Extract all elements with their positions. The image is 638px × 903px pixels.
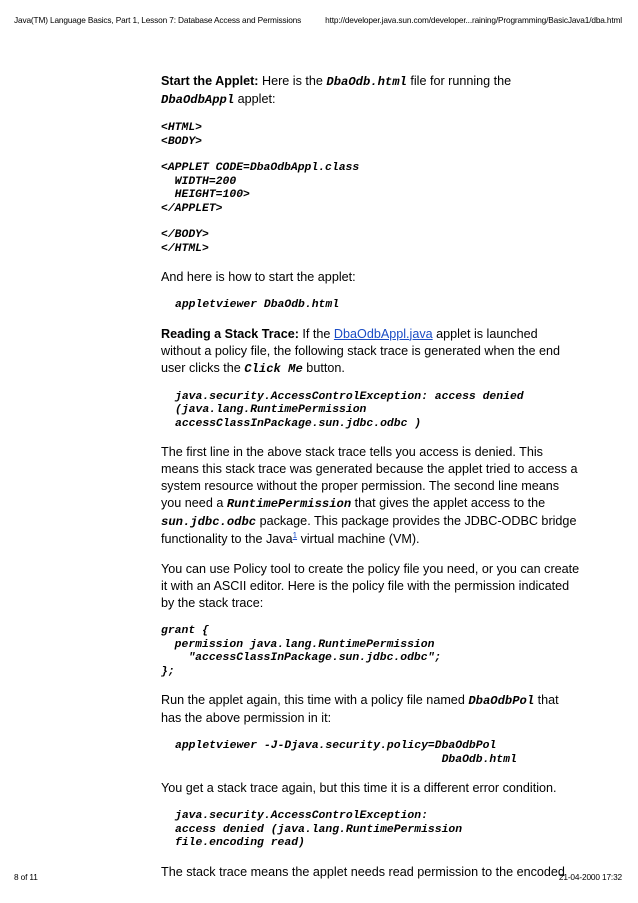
source-file-link[interactable]: DbaOdbAppl.java — [333, 326, 433, 341]
text: applet is launched without a policy file, the following stack trace is generated when the end user clicks the — [161, 326, 561, 375]
paragraph-run-again — [161, 692, 581, 727]
page-number: 8 of 11 — [14, 872, 38, 882]
code-block-html-close: </BODY> </HTML> — [161, 229, 209, 255]
code-block-policy-file: grant { permission java.lang.RuntimePermission "accessClassInPackage.sun.jdbc.odbc"; }; — [161, 625, 442, 678]
text: virtual machine (VM). — [297, 532, 420, 546]
section-heading-start-applet: Start the Applet: — [161, 74, 259, 88]
code-block-html-open: <HTML> <BODY> — [161, 122, 203, 148]
text: that gives the applet access to the — [351, 496, 546, 510]
text: package. This package provides the JDBC-ODBC bridge functionality to the Java — [161, 514, 577, 546]
text: file for running the — [406, 74, 512, 88]
text: Here is the — [258, 74, 327, 88]
paragraph-different-error: You get a stack trace again, but this time it is a different error condition. — [161, 781, 557, 795]
header-title: Java(TM) Language Basics, Part 1, Lesson 7: Database Access and Permissions — [14, 15, 302, 25]
print-datetime: 21-04-2000 17:32 — [558, 872, 622, 882]
code-block-applet-tag: <APPLET CODE=DbaOdbAppl.class WIDTH=200 HEIGHT=100> </APPLET> — [161, 162, 360, 215]
inline-code-applet: DbaOdbAppl — [161, 93, 235, 107]
code-block-exception-1: java.security.AccessControlException: access denied (java.lang.RuntimePermission accessClassInPackage.sun.jdbc.odbc ) — [175, 390, 524, 430]
inline-code-policy-name: DbaOdbPol — [468, 694, 535, 708]
paragraph-stack-trace — [161, 326, 581, 378]
text: that has the above permission in it: — [161, 693, 559, 725]
header-url: http://developer.java.sun.com/developer...raining/Programming/BasicJava1/dba.html — [325, 15, 622, 25]
text: If the — [298, 326, 334, 341]
footnote-link[interactable]: 1 — [292, 531, 298, 540]
text: Run the applet again, this time with a policy file named — [161, 693, 469, 707]
text: applet: — [234, 92, 276, 106]
paragraph-start-applet — [161, 73, 581, 109]
code-block-exception-2: java.security.AccessControlException: access denied (java.lang.RuntimePermission file.encoding read) — [175, 810, 463, 849]
code-block-appletviewer-policy: appletviewer -J-Djava.security.policy=DbaOdbPol DbaOdb.html — [175, 740, 517, 766]
inline-code-package: sun.jdbc.odbc — [161, 515, 257, 529]
text: The first line in the above stack trace tells you access is denied. This means this stack trace was generated because the applet tried to access a system resource without the proper permission. The second line means you need a — [161, 445, 578, 510]
paragraph-start-instructions: And here is how to start the applet: — [161, 270, 356, 284]
document-body — [161, 73, 581, 894]
text: button. — [302, 360, 345, 375]
paragraph-explanation — [161, 444, 581, 548]
code-block-appletviewer: appletviewer DbaOdb.html — [175, 299, 340, 311]
inline-code-permission: RuntimePermission — [226, 497, 352, 511]
inline-code-filename: DbaOdb.html — [326, 75, 407, 89]
paragraph-policy-tool: You can use Policy tool to create the policy file you need, or you can create it with an ASCII editor. Here is the policy file with the permission indicated by the stack trace: — [161, 562, 580, 610]
section-heading-stack-trace: Reading a Stack Trace: — [161, 326, 299, 341]
inline-code-button-label: Click Me — [244, 361, 303, 376]
paragraph-read-permission: The stack trace means the applet needs read permission to the encoded — [161, 864, 565, 879]
